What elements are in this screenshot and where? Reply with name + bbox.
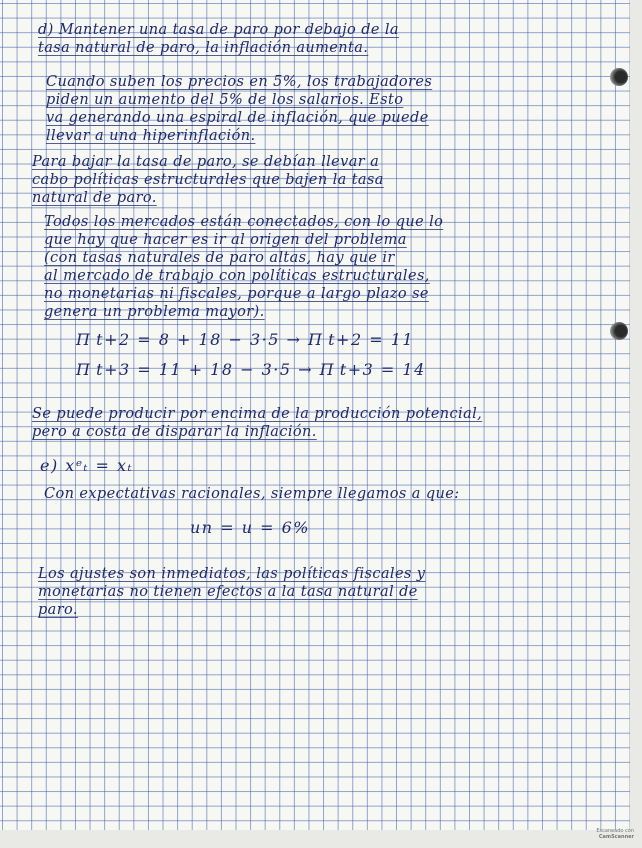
text-line: llevar a una hiperinflación. [46, 128, 256, 144]
text-line: que hay que hacer es ir al origen del problema [44, 232, 407, 248]
text-line: paro. [38, 602, 78, 618]
watermark-line: Escaneado con [596, 828, 634, 834]
scanner-watermark [596, 828, 634, 840]
binder-hole [610, 68, 628, 86]
text-line: natural de paro. [32, 190, 157, 206]
text-line: no monetarias ni fiscales, porque a largo plazo se [44, 286, 429, 302]
text-line: pero a costa de disparar la inflación. [32, 424, 317, 440]
text-line: Cuando suben los precios en 5%, los trabajadores [46, 74, 433, 90]
text-line: Los ajustes son inmediatos, las políticas fiscales y [38, 566, 426, 582]
text-line: cabo políticas estructurales que bajen la tasa [32, 172, 384, 188]
text-line: tasa natural de paro, la inflación aumenta. [38, 40, 369, 56]
text-line: genera un problema mayor). [44, 304, 265, 320]
text-line: Todos los mercados están conectados, con lo que lo [44, 214, 444, 230]
equation: Π t+2 = 8 + 18 − 3·5 → Π t+2 = 11 [76, 330, 415, 349]
text-line: Se puede producir por encima de la producción potencial, [32, 406, 483, 422]
watermark-brand: CamScanner [598, 834, 634, 840]
equation: un = u = 6% [190, 518, 310, 537]
text-line: Para bajar la tasa de paro, se debían llevar a [32, 154, 380, 170]
text-line: va generando una espiral de inflación, que puede [46, 110, 429, 126]
text-line: piden un aumento del 5% de los salarios. Esto [46, 92, 404, 108]
equation: Π t+3 = 11 + 18 − 3·5 → Π t+3 = 14 [76, 360, 426, 379]
equation: e) xᵉₜ = xₜ [40, 456, 134, 475]
text-line: (con tasas naturales de paro altas, hay que ir [44, 250, 395, 266]
binder-hole [610, 322, 628, 340]
text-line: d) Mantener una tasa de paro por debajo de la [38, 22, 399, 38]
text-line: monetarias no tienen efectos a la tasa natural de [38, 584, 418, 600]
text-line: al mercado de trabajo con políticas estructurales, [44, 268, 430, 284]
text-line: Con expectativas racionales, siempre llegamos a que: [44, 486, 460, 502]
